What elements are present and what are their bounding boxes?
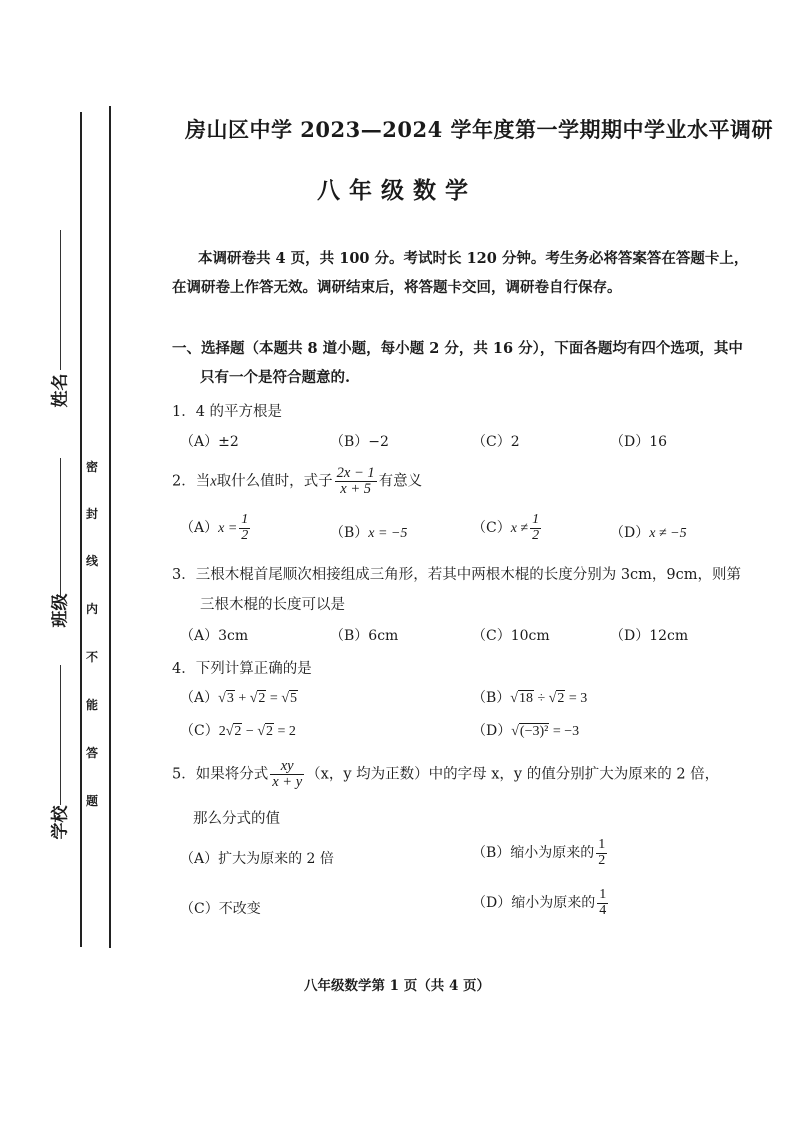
- result: = 3: [565, 691, 588, 706]
- q4-stem: 4．下列计算正确的是: [172, 661, 312, 677]
- q2-stem: [172, 466, 422, 497]
- q2-fraction-denominator: x + 5: [335, 481, 377, 497]
- q4-option-a: （A）√3 + √2 = √5: [180, 690, 297, 706]
- q4-option-a-label: （A）: [180, 690, 219, 706]
- q3-option-d: （D）12cm: [610, 628, 689, 644]
- q5-stem-pre: 5．如果将分式: [172, 766, 269, 783]
- exam-title: 房山区中学 2023—2024 学年度第一学期期中学业水平调研: [185, 117, 774, 142]
- radicand: 3: [226, 691, 234, 706]
- operator: =: [266, 691, 282, 706]
- radicand: 18: [518, 691, 533, 706]
- q3-stem-line-2: 三根木棍的长度可以是: [200, 597, 345, 613]
- inner-binding-line: [109, 106, 111, 948]
- q1-option-a: （A）±2: [180, 434, 239, 450]
- seal-char: 内: [85, 602, 98, 616]
- seal-char: 能: [85, 698, 98, 712]
- coefficient: 2: [218, 724, 226, 739]
- q1-stem: 1．4 的平方根是: [172, 404, 283, 420]
- fraction-denominator: x + y: [272, 774, 303, 791]
- seal-char: 封: [85, 507, 98, 521]
- q5-option-c: （C）不改变: [180, 901, 261, 917]
- q2-option-a-fraction: [239, 513, 250, 543]
- q5-stem-line-2: 那么分式的值: [193, 811, 280, 827]
- name-blank-line: [60, 230, 61, 370]
- q2-option-c-fraction: [530, 513, 541, 543]
- q4-option-d-label: （D）: [472, 723, 512, 739]
- radicand: 2: [557, 691, 565, 706]
- result: = 2: [274, 724, 296, 739]
- q2-option-a-expr: x =: [218, 521, 238, 537]
- seal-char: 答: [85, 746, 98, 760]
- q2-stem-post: 有意义: [378, 473, 423, 490]
- seal-char: 不: [85, 650, 98, 664]
- q2-fraction-numerator: 2x − 1: [336, 465, 375, 481]
- q3-option-b: （B）6cm: [330, 628, 399, 644]
- q5-stem: [172, 759, 719, 790]
- q2-option-d-label: （D）: [610, 525, 650, 541]
- operator: ÷: [533, 691, 549, 706]
- class-label: 班级: [50, 593, 71, 628]
- fraction-denominator: 2: [241, 527, 249, 543]
- radicand: 5: [290, 691, 297, 706]
- q2-option-d-expr: x ≠ −5: [649, 526, 687, 541]
- name-label: 姓名: [50, 373, 71, 408]
- q1-option-b: （B）−2: [330, 434, 389, 450]
- q5-option-d-text: （D）缩小为原来的: [472, 895, 596, 912]
- section1-heading-cont: 只有一个是符合题意的.: [200, 369, 351, 386]
- intro-line-1: 本调研卷共 4 页，共 100 分。考试时长 120 分钟。考生务必将答案答在答题卡上，: [198, 250, 749, 267]
- class-blank-line: [60, 458, 61, 598]
- radicand: 2: [258, 691, 266, 706]
- q2-var: x: [210, 473, 217, 490]
- q2-option-d: [610, 522, 687, 542]
- q2-option-c: [472, 513, 543, 543]
- q5-fraction: [270, 759, 304, 790]
- q5-option-b: [472, 838, 609, 868]
- q4-option-c-label: （C）: [180, 723, 219, 739]
- q2-option-c-expr: x ≠: [510, 521, 529, 537]
- fraction-denominator: 2: [598, 852, 606, 868]
- seal-char: 密: [85, 460, 98, 474]
- radicand: (−3)²: [519, 724, 549, 739]
- fraction-denominator: 2: [532, 527, 540, 543]
- q4-option-d: （D）√(−3)² = −3: [472, 723, 580, 739]
- fraction-numerator: xy: [280, 758, 294, 774]
- q2-option-b: [330, 522, 407, 542]
- fraction-numerator: 1: [241, 512, 249, 527]
- q2-option-a-label: （A）: [180, 520, 219, 537]
- q1-option-d: （D）16: [610, 434, 668, 450]
- q2-option-b-label: （B）: [330, 525, 369, 541]
- operator: +: [234, 691, 250, 706]
- fraction-denominator: 4: [599, 902, 607, 918]
- q4-option-b-label: （B）: [472, 690, 511, 706]
- result: = −3: [549, 724, 580, 739]
- q4-option-c: （C）2√2 − √2 = 2: [180, 723, 296, 739]
- radicand: 2: [234, 724, 242, 739]
- school-label: 学校: [50, 805, 71, 840]
- q5-option-d: [472, 888, 610, 918]
- q3-stem-line-1: 3．三根木棍首尾顺次相接组成三角形，若其中两根木棍的长度分别为 3cm，9cm，则第: [172, 567, 742, 583]
- fraction-numerator: 1: [532, 512, 540, 527]
- q5-option-a: （A）扩大为原来的 2 倍: [180, 851, 334, 867]
- fraction-numerator: 1: [599, 887, 607, 902]
- q5-option-d-fraction: [597, 888, 608, 918]
- fraction-numerator: 1: [598, 837, 606, 852]
- q2-option-a: [180, 513, 252, 543]
- q2-option-b-expr: x = −5: [368, 526, 408, 541]
- page-footer: 八年级数学第 1 页（共 4 页）: [303, 978, 491, 994]
- q5-stem-post: （x，y 均为正数）中的字母 x，y 的值分别扩大为原来的 2 倍，: [306, 766, 720, 783]
- q2-stem-pre: 2．当: [172, 473, 211, 490]
- q2-option-c-label: （C）: [472, 520, 511, 537]
- intro-line-2: 在调研卷上作答无效。调研结束后，将答题卡交回，调研卷自行保存。: [172, 279, 622, 296]
- q2-fraction: [335, 466, 377, 497]
- q1-option-c: （C）2: [472, 434, 520, 450]
- q4-option-b: （B）√18 ÷ √2 = 3: [472, 690, 588, 706]
- school-blank-line: [60, 665, 61, 805]
- section1-heading: 一、选择题（本题共 8 道小题，每小题 2 分，共 16 分），下面各题均有四个选项，其中: [172, 340, 743, 357]
- radicand: 2: [266, 724, 273, 739]
- outer-binding-line: [80, 112, 82, 947]
- q3-option-c: （C）10cm: [472, 628, 550, 644]
- seal-char: 题: [85, 794, 98, 808]
- q3-option-a: （A）3cm: [180, 628, 249, 644]
- q5-option-b-text: （B）缩小为原来的: [472, 845, 595, 862]
- exam-subtitle: 八年级数学: [317, 177, 477, 204]
- seal-char: 线: [85, 554, 98, 568]
- q2-stem-mid: 取什么值时，式子: [216, 473, 333, 490]
- operator: −: [242, 724, 258, 739]
- q5-option-b-fraction: [596, 838, 607, 868]
